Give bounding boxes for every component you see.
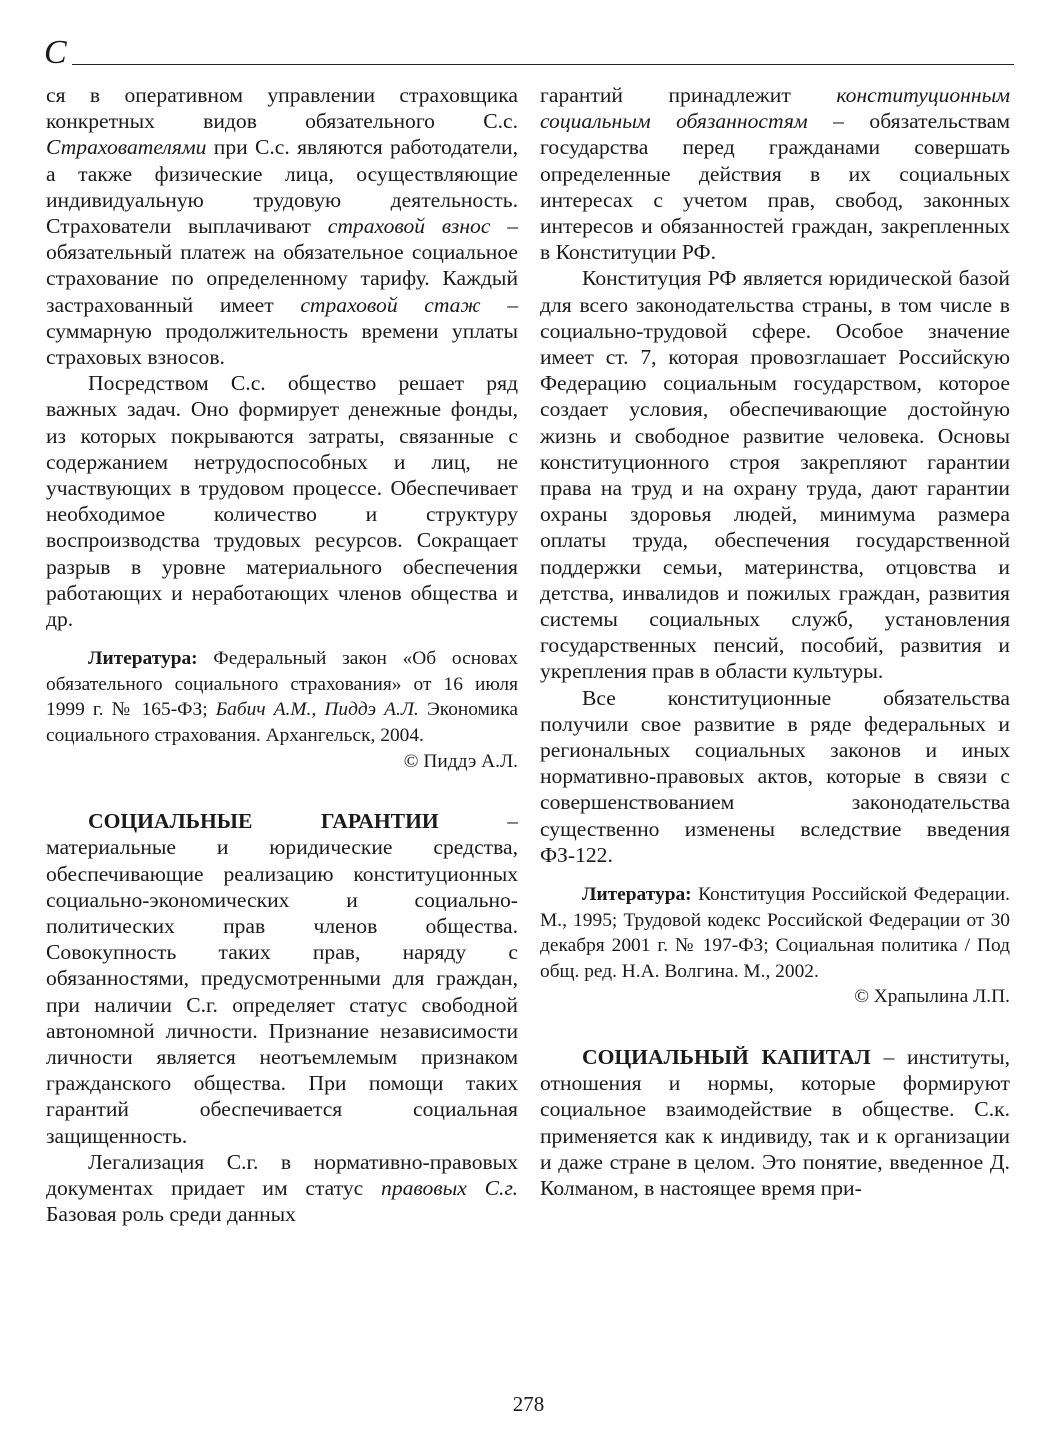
left-p1-text-c: – обязательный платеж на обязательное социальное страхование по определенному тарифу. Каждый застрахованный имеет [46, 214, 518, 317]
left-paragraph-2: Посредством С.с. общество решает ряд важных задач. Оно формирует денежные фонды, из которых покрываются затраты, связанные с содержанием нетрудоспособных и лиц, не участвующих в трудовом процессе. Обеспечивает необходимое количество и структуру воспроизводства трудовых ресурсов. Сокращает разрыв в уровне материального обеспечения работающих и неработающих членов общества и др. [46, 371, 518, 632]
left-p1-term-insurers: Страхователями [46, 135, 207, 160]
page-number: 278 [512, 1392, 545, 1416]
right-paragraph-2: Конституция РФ является юридической базой для всего законодательства страны, в том числе в социально-трудовой сфере. Особое значение имеет ст. 7, которая провозглашает Российскую Федерацию социальным государством, которое создает условия, обеспечивающие достойную жизнь и свободное развитие человека. Основы конституционного строя закрепляют гарантии права на труд и на охрану труда, дают гарантии охраны здоровья людей, минимума размера оплаты труда, обеспечения государственной поддержки семьи, материнства, отцовства и детства, инвалидов и пожилых граждан, развития системы социальных служб, установления государственных пенсий, пособий, развития и укрепления прав в области культуры. [540, 266, 1010, 684]
term-social-guarantees [46, 808, 518, 1149]
header-rule [72, 64, 1014, 65]
left-paragraph-3 [46, 1149, 518, 1228]
right-paragraph-1 [540, 82, 1010, 265]
term-social-capital [540, 1044, 1010, 1201]
left-p1-text-b: при С.с. являются работодатели, а также физические лица, осуществляющие индивидуальную трудовую деятельность. Страхователи выплачивают [46, 135, 518, 239]
left-p3-text-a: Легализация С.г. в нормативно-правовых документах придает им статус [46, 1149, 518, 1201]
left-literature [46, 646, 518, 748]
term-social-guarantees-definition: – материальные и юридические средства, обеспечивающие реализацию конституционных социально-экономических и социально-политических прав членов общества. Совокупность таких прав, наряду с обязанностями, предусмотренными для граждан, при наличии С.г. определяет статус свободной автономной личности. Признание независимости личности является неотъемлемым признаком гражданского общества. При помощи таких гарантий обеспечивается социальная защищенность. [46, 809, 518, 1148]
left-literature-label: Литература: [88, 648, 198, 670]
spacer [46, 774, 518, 808]
left-paragraph-1 [46, 82, 518, 370]
left-p3-text-b: Базовая роль среди данных [46, 1202, 296, 1227]
right-p1-term: конституционным социальным обязанностям [540, 83, 1010, 134]
left-column [46, 82, 518, 1227]
right-literature-text: Конституция Российской Федерации. М., 1995; Трудовой кодекс Российской Федерации от 30 декабря 2001 г. № 197-ФЗ; Социальная политика / Под общ. ред. Н.А. Волгина. М., 2002. [540, 884, 1010, 982]
left-literature-text-2: Экономика социального страхования. Архангельск, 2004. [46, 699, 518, 747]
right-author: © Храпылина Л.П. [854, 986, 1010, 1008]
spacer [540, 1010, 1010, 1044]
left-p3-term: правовых С.г. [381, 1176, 518, 1201]
left-p1-term-record: страховой стаж [300, 292, 481, 317]
term-social-guarantees-title: СОЦИАЛЬНЫЕ ГАРАНТИИ [88, 809, 439, 834]
left-literature-text-1: Федеральный закон «Об основах обязательного социального страхования» от 16 июля 1999 г. № 165-ФЗ; [46, 648, 518, 721]
right-paragraph-3: Все конституционные обязательства получили свое развитие в ряде федеральных и региональных социальных законов и иных нормативно-правовых актов, которые в связи с совершенствованием законодательства существенно изменены вследствие введения ФЗ-122. [540, 685, 1010, 867]
left-author: © Пиддэ А.Л. [403, 750, 518, 772]
left-p1-term-premium: страховой взнос [327, 214, 491, 239]
term-social-capital-title: СОЦИАЛЬНЫЙ КАПИТАЛ [582, 1045, 871, 1070]
right-literature [540, 882, 1010, 984]
running-header [44, 36, 1014, 70]
right-column [540, 82, 1010, 1201]
left-p1-text: ся в оперативном управлении страховщика конкретных видов обязательного С.с. [46, 83, 518, 134]
right-p1-text-b: – обязательствам государства перед гражданами совершать определенные действия в их социальных интересах с учетом прав, свобод, законных интересов и обязанностей граждан, закрепленных в Конституции РФ. [540, 109, 1010, 265]
right-p1-text-a: гарантий принадлежит [540, 83, 791, 107]
left-literature-authors: Бабич А.М., Пиддэ А.Л. [215, 699, 419, 721]
header-letter: С [44, 34, 67, 71]
left-p1-text-d: – суммарную продолжительность времени уплаты страховых взносов. [46, 292, 518, 370]
term-social-capital-definition: – институты, отношения и нормы, которые формируют социальное взаимодействие в обществе. С.к. применяется как к индивиду, так и к организации и даже стране в целом. Это понятие, введенное Д. Колманом, в настоящее время при- [540, 1045, 1010, 1201]
right-literature-label: Литература: [582, 884, 692, 906]
